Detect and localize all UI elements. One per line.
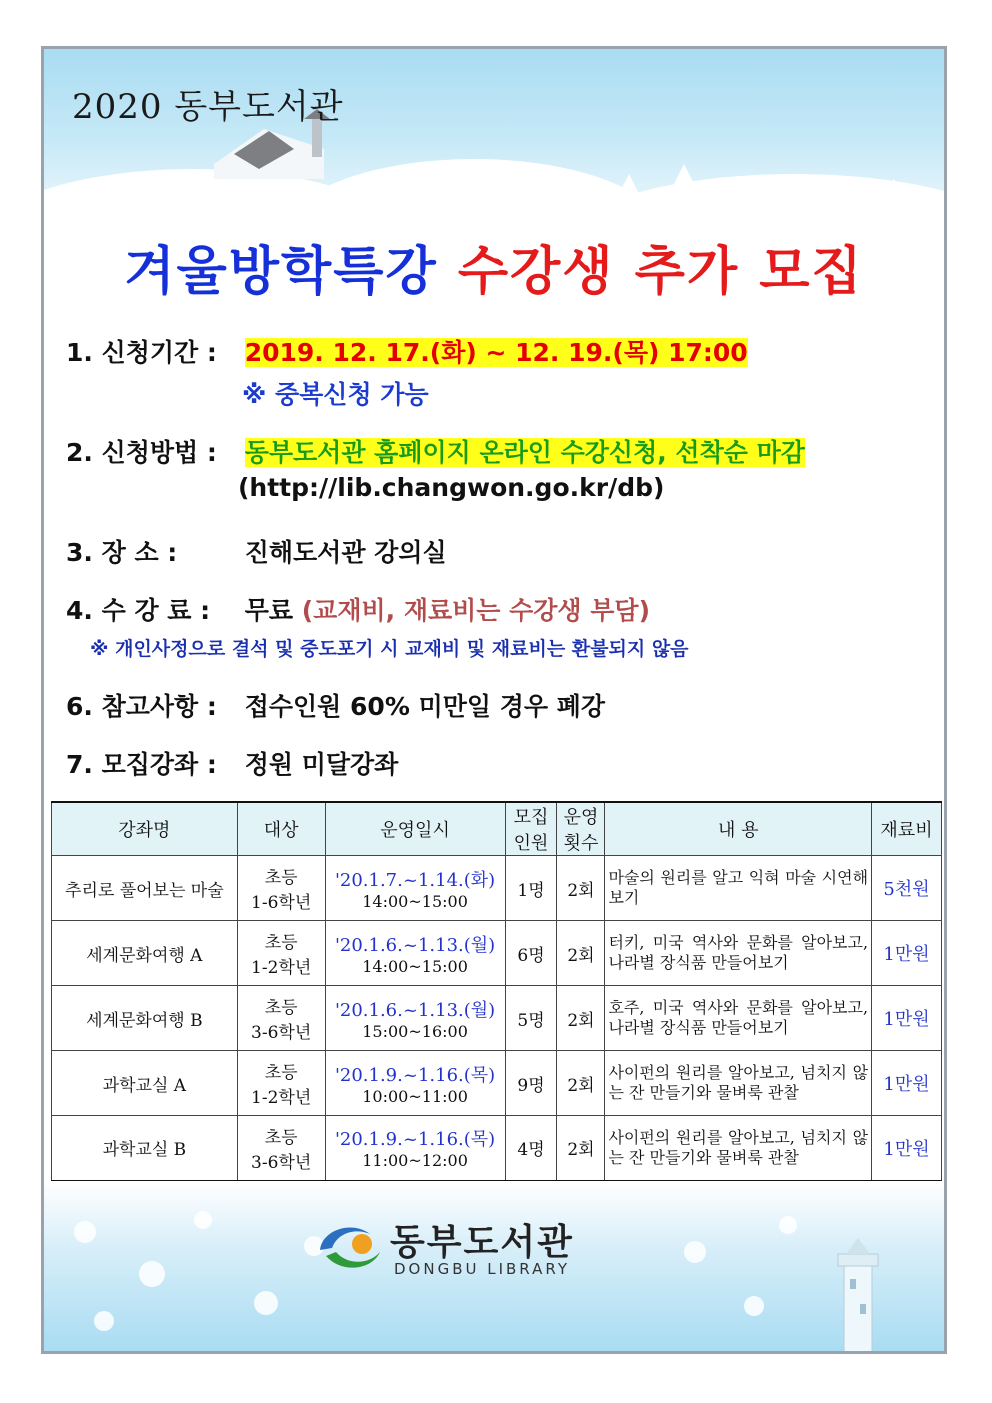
schedule-time: 10:00~11:00 [362, 1086, 468, 1106]
target-year: 1-6학년 [251, 893, 312, 913]
title-recruit: 수강생 추가 모집 [457, 242, 864, 302]
courses-value: 정원 미달강좌 [244, 750, 399, 779]
course-count: 5명 [505, 986, 557, 1051]
course-schedule [325, 1116, 505, 1181]
header-times [557, 802, 605, 856]
place-label: 3. 장 소 : [66, 538, 178, 567]
header-count-line2: 인원 [513, 833, 549, 854]
table-row [52, 986, 942, 1051]
info-fee [66, 591, 650, 627]
info-remark [66, 687, 605, 723]
course-target [237, 986, 325, 1051]
target-grade: 초등 [264, 1063, 298, 1083]
info-method [66, 433, 805, 469]
course-schedule [325, 921, 505, 986]
fee-value: 무료 [244, 596, 294, 625]
course-table [51, 801, 942, 1182]
logo-name: 동부도서관 [390, 1222, 574, 1263]
course-name: 추리로 풀어보는 마술 [52, 856, 238, 921]
course-target [237, 1116, 325, 1181]
target-year: 3-6학년 [251, 1023, 312, 1043]
header-name: 강좌명 [52, 802, 238, 856]
course-target [237, 921, 325, 986]
info-period [66, 333, 748, 369]
fee-note: ※ 개인사정으로 결석 및 중도포기 시 교재비 및 재료비는 환불되지 않음 [90, 638, 689, 660]
target-year: 1-2학년 [251, 958, 312, 978]
header-schedule: 운영일시 [325, 802, 505, 856]
schedule-time: 11:00~12:00 [362, 1151, 468, 1171]
course-content: 사이펀의 원리를 알아보고, 넘치지 않는 잔 만들기와 물벼룩 관찰 [605, 1051, 872, 1116]
method-url: (http://lib.changwon.go.kr/db) [238, 473, 665, 502]
table-row [52, 856, 942, 921]
place-value: 진해도서관 강의실 [244, 538, 447, 567]
info-courses [66, 745, 398, 781]
header-times-line1: 운영 [563, 807, 599, 828]
schedule-date: '20.1.6.~1.13.(월) [334, 934, 496, 956]
table-row [52, 1051, 942, 1116]
target-year: 1-2학년 [251, 1088, 312, 1108]
schedule-date: '20.1.7.~1.14.(화) [334, 869, 496, 891]
schedule-date: '20.1.9.~1.16.(목) [334, 1129, 496, 1151]
course-count: 1명 [505, 856, 557, 921]
course-content: 호주, 미국 역사와 문화를 알아보고, 나라별 장식품 만들어보기 [605, 986, 872, 1051]
snow-trees-icon [44, 144, 947, 224]
course-name: 세계문화여행 A [52, 921, 238, 986]
course-count: 9명 [505, 1051, 557, 1116]
course-material: 1만원 [872, 921, 942, 986]
logo-english: DONGBU LIBRARY [394, 1260, 571, 1278]
remark-label: 6. 참고사항 : [66, 692, 217, 721]
course-name: 과학교실 B [52, 1116, 238, 1181]
course-name: 과학교실 A [52, 1051, 238, 1116]
course-schedule [325, 986, 505, 1051]
target-grade: 초등 [264, 998, 298, 1018]
course-material: 1만원 [872, 1051, 942, 1116]
course-content: 터키, 미국 역사와 문화를 알아보고, 나라별 장식품 만들어보기 [605, 921, 872, 986]
table-header-row [52, 802, 942, 856]
header-content: 내 용 [605, 802, 872, 856]
poster-frame [41, 46, 947, 1354]
course-count: 4명 [505, 1116, 557, 1181]
table-row [52, 921, 942, 986]
period-label: 1. 신청기간 : [66, 338, 217, 367]
course-material: 1만원 [872, 986, 942, 1051]
fee-extra: (교재비, 재료비는 수강생 부담) [301, 596, 651, 625]
course-target [237, 856, 325, 921]
course-material: 1만원 [872, 1116, 942, 1181]
course-content: 마술의 원리를 알고 익혀 마술 시연해 보기 [605, 856, 872, 921]
course-times: 2회 [557, 856, 605, 921]
course-times: 2회 [557, 986, 605, 1051]
course-times: 2회 [557, 921, 605, 986]
library-logo-icon [312, 1216, 386, 1278]
fee-label: 4. 수 강 료 : [66, 596, 211, 625]
title-main: 겨울방학특강 [124, 242, 438, 302]
course-count: 6명 [505, 921, 557, 986]
header-target: 대상 [237, 802, 325, 856]
header-count-line1: 모집 [513, 807, 549, 828]
course-times: 2회 [557, 1116, 605, 1181]
course-schedule [325, 1051, 505, 1116]
course-name: 세계문화여행 B [52, 986, 238, 1051]
target-grade: 초등 [264, 1127, 298, 1148]
schedule-date: '20.1.9.~1.16.(목) [334, 1064, 496, 1086]
course-target [237, 1051, 325, 1116]
library-logo [312, 1212, 612, 1282]
period-note: ※ 중복신청 가능 [242, 380, 429, 409]
schedule-date: '20.1.6.~1.13.(월) [334, 999, 496, 1021]
lighthouse-icon [830, 1234, 886, 1354]
winter-banner [44, 49, 944, 249]
period-value: 2019. 12. 17.(화) ~ 12. 19.(목) 17:00 [244, 338, 748, 367]
header-count [505, 802, 557, 856]
banner-title: 2020 동부도서관 [72, 87, 344, 127]
schedule-time: 14:00~15:00 [362, 891, 468, 911]
courses-label: 7. 모집강좌 : [66, 750, 217, 779]
schedule-time: 15:00~16:00 [362, 1021, 468, 1041]
target-grade: 초등 [264, 868, 298, 888]
remark-value: 접수인원 60% 미만일 경우 폐강 [244, 692, 606, 721]
course-times: 2회 [557, 1051, 605, 1116]
course-schedule [325, 856, 505, 921]
poster-title [44, 229, 944, 304]
target-year: 3-6학년 [251, 1152, 312, 1173]
header-material: 재료비 [872, 802, 942, 856]
course-content: 사이펀의 원리를 알아보고, 넘치지 않는 잔 만들기와 물벼룩 관찰 [605, 1116, 872, 1181]
target-grade: 초등 [264, 933, 298, 953]
method-label: 2. 신청방법 : [66, 438, 217, 467]
header-times-line2: 횟수 [563, 833, 599, 854]
course-material: 5천원 [872, 856, 942, 921]
method-value: 동부도서관 홈페이지 온라인 수강신청, 선착순 마감 [244, 438, 805, 467]
info-place [66, 533, 447, 569]
schedule-time: 14:00~15:00 [362, 956, 468, 976]
table-row [52, 1116, 942, 1181]
